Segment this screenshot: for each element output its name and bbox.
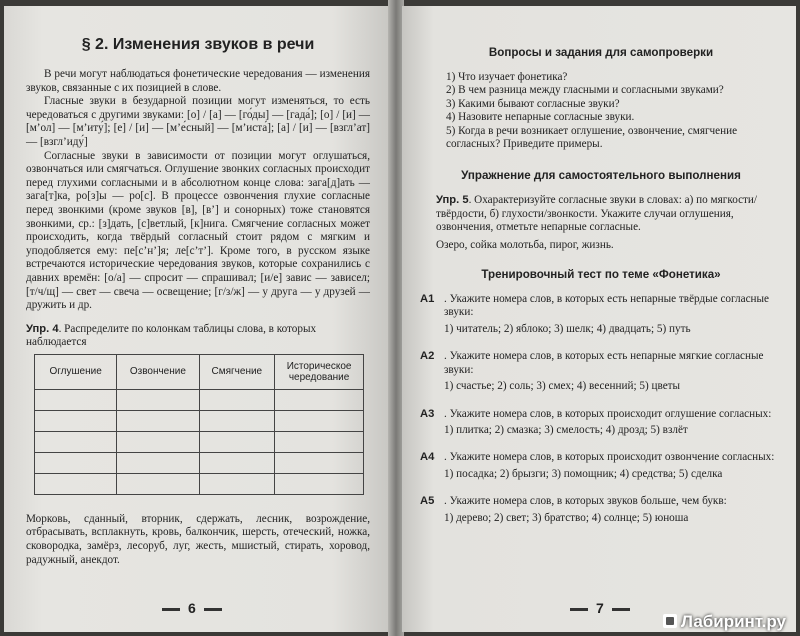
list-item: 4) Назовите непарные согласные звуки.	[446, 111, 635, 124]
table-cell	[35, 431, 117, 452]
table-cell	[117, 410, 199, 431]
table-row	[35, 473, 364, 494]
task-question: . Укажите номера слов, в которых звуков больше, чем букв:	[444, 495, 727, 508]
test-task	[420, 495, 782, 525]
task-label: А2	[420, 350, 435, 363]
table-row	[35, 389, 364, 410]
table-cell	[199, 473, 275, 494]
task-label: А5	[420, 495, 435, 508]
paragraph: Гласные звуки в безударной позиции могут изменяться, то есть чередоваться с другими звуками: [о] / [а] — [го́ды] — [гада́]; [о] / [и] — [м’ол] — [м’иту́]; [е] / [и] — [м’е́сный] — [м’иста́]; [а] / [и] — [взгл’ат] — [взгл’иду́]	[26, 95, 370, 148]
table-cell	[35, 389, 117, 410]
task-label: А4	[420, 451, 435, 464]
table-cell	[117, 389, 199, 410]
exercise-4	[26, 323, 370, 350]
questions-heading: Вопросы и задания для самопроверки	[488, 46, 714, 59]
table-row	[35, 431, 364, 452]
task-question: . Укажите номера слов, в которых происходит озвончение согласных:	[444, 451, 775, 464]
table-cell	[199, 410, 275, 431]
table-row	[35, 452, 364, 473]
table-cell	[117, 431, 199, 452]
task-answers: 1) плитка; 2) смазка; 3) смелость; 4) дрозд; 5) взлёт	[444, 423, 688, 436]
table-cell	[199, 452, 275, 473]
test-task	[420, 451, 782, 481]
exercise-label: Упр. 4	[26, 322, 59, 335]
questions-list	[420, 71, 782, 151]
table-cell	[275, 431, 364, 452]
page-number-value: 6	[188, 600, 196, 616]
table-cell	[35, 473, 117, 494]
table-header: Смягчение	[199, 354, 275, 389]
task-question: . Укажите номера слов, в которых происходит оглушение согласных:	[444, 407, 772, 420]
page-number	[562, 600, 638, 616]
exercise-words: Озеро, сойка молотьба, пирог, жизнь.	[436, 238, 614, 251]
table-cell	[275, 389, 364, 410]
right-page	[402, 6, 796, 632]
paragraph: В речи могут наблюдаться фонетические чередования — изменения звуков, связанные с их позицией в слове.	[26, 68, 370, 94]
table-cell	[117, 473, 199, 494]
table-cell	[117, 452, 199, 473]
practice-heading: Упражнение для самостоятельного выполнения	[461, 169, 741, 183]
table-cell	[199, 389, 275, 410]
left-page	[4, 6, 390, 632]
table-header: Историческое чередование	[275, 354, 364, 389]
list-item: 3) Какими бывают согласные звуки?	[446, 97, 620, 110]
table-cell	[35, 410, 117, 431]
paragraph: Согласные звуки в зависимости от позиции могут оглушаться, озвончаться или смягчаться. Оглушение звонких согласных происходит перед глухими согласными и в абсолютном конце слова: зага[д]ать — зага[т]ка, ро[з]ы — ро[с]. В процессе озвончения глухие согласные перед звонкими (кроме звуков [в], [в’] и сонорных) тоже становятся звонкими, ср.: [з]дать, [с]ветлый, [к]нига. Смягчение согласных может происходить, когда твёрдый согласный стоит рядом с мягким и уподобляется ему: пе[с’н’]я; ле[с’т’]. Кроме того, в русском языке встречаются исторические чередования звуков, которые сохранились с давних времён: [о/а] — спросит — спрашивал; [и/е] завис — зависел; [т/ч/щ] — свет — свеча — освещение; [г/з/ж] — у друга — у друзей — дружить и др.	[26, 149, 370, 312]
task-question: . Укажите номера слов, в которых есть непарные мягкие согласные звуки:	[444, 350, 764, 376]
table-cell	[275, 452, 364, 473]
test-task	[420, 293, 782, 336]
table-header: Озвончение	[117, 354, 199, 389]
task-question: . Укажите номера слов, в которых есть непарные твёрдые согласные звуки:	[444, 293, 770, 319]
list-item: 2) В чем разница между гласными и согласными звуками?	[446, 84, 724, 97]
exercise-text: . Охарактеризуйте согласные звуки в словах: а) по мягкости/твёрдости, б) глухости/звонкости. Укажите случаи оглушения, озвончения, отметьте непарные согласные.	[436, 194, 758, 234]
list-item: 5) Когда в речи возникает оглушение, озвончение, смягчение согласных? Приведите примеры.	[446, 124, 738, 151]
test-section	[420, 268, 782, 525]
page-number-value: 7	[596, 600, 604, 616]
page-number	[154, 600, 230, 616]
task-answers: 1) счастье; 2) соль; 3) смех; 4) весенний; 5) цветы	[444, 380, 681, 393]
table-header: Оглушение	[35, 354, 117, 389]
table-cell	[35, 452, 117, 473]
test-heading: Тренировочный тест по теме «Фонетика»	[481, 268, 721, 282]
section-title: § 2. Изменения звуков в речи	[81, 36, 315, 53]
exercise-text: . Распределите по колонкам таблицы слова, в которых наблюдается	[26, 322, 317, 349]
watermark	[663, 612, 786, 632]
task-answers: 1) посадка; 2) брызги; 3) помощник; 4) средства; 5) сделка	[444, 467, 723, 480]
exercise-5	[420, 194, 782, 252]
word-list: Морковь, сданный, вторник, сдержать, лесник, возрождение, отбрасывать, всплакнуть, кровь, балкончик, шерсть, отеческий, ножка, сковородка, замёрз, лесоруб, луг, жесть, мшистый, стирать, хоровод, радужный, анекдот.	[26, 512, 370, 566]
table-cell	[275, 473, 364, 494]
table-cell	[199, 431, 275, 452]
test-task	[420, 408, 782, 438]
task-label: А3	[420, 407, 435, 420]
test-task	[420, 350, 782, 393]
task-label: А1	[420, 293, 435, 306]
table-header-row	[35, 354, 364, 389]
watermark-text: Лабиринт.ру	[680, 612, 786, 631]
task-answers: 1) читатель; 2) яблоко; 3) шелк; 4) двадцать; 5) путь	[444, 322, 691, 335]
list-item: 1) Что изучает фонетика?	[446, 71, 568, 83]
table-row	[35, 410, 364, 431]
table-cell	[275, 410, 364, 431]
task-answers: 1) дерево; 2) свет; 3) братство; 4) солнце; 5) юноша	[444, 511, 689, 524]
exercise-table	[34, 354, 364, 495]
labirint-logo-icon	[663, 614, 677, 628]
exercise-label: Упр. 5	[436, 194, 469, 207]
